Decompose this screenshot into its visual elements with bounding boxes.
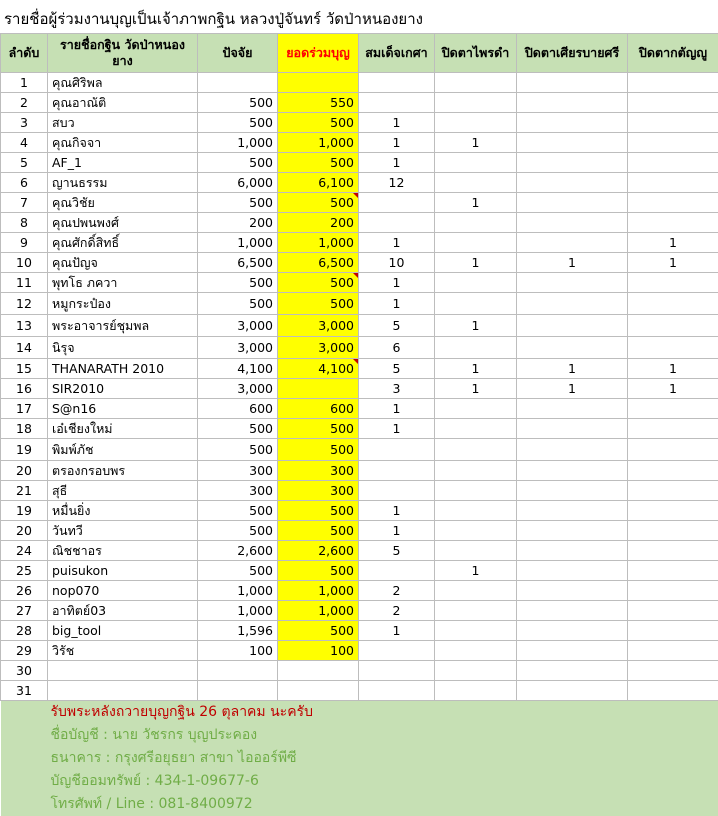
cell-total[interactable]: 1,000 — [278, 233, 359, 253]
cell-pidta-baisri[interactable] — [517, 601, 628, 621]
cell-pidta-katanyu[interactable] — [628, 337, 718, 359]
footer-phone[interactable]: โทรศัพท์ / Line : 081-8400972 — [1, 793, 718, 816]
cell-amount[interactable]: 500 — [198, 439, 278, 461]
footer-account-name[interactable]: ชื่อบัญชี : นาย วัชรกร บุญประคอง — [1, 724, 718, 747]
table-body — [1, 73, 718, 701]
cell-amount[interactable]: 6,500 — [198, 253, 278, 273]
table-row — [1, 173, 718, 193]
cell-order[interactable]: 14 — [1, 337, 48, 359]
cell-order[interactable]: 28 — [1, 621, 48, 641]
cell-pidta-praidam[interactable] — [435, 661, 517, 681]
cell-pidta-katanyu[interactable] — [628, 153, 718, 173]
cell-pidta-praidam[interactable] — [435, 399, 517, 419]
cell-total[interactable]: 2,600 — [278, 541, 359, 561]
cell-name[interactable]: คุณปพนพงศ์ — [48, 213, 198, 233]
cell-somdej[interactable]: 6 — [359, 337, 435, 359]
cell-pidta-praidam[interactable] — [435, 461, 517, 481]
cell-somdej[interactable] — [359, 439, 435, 461]
cell-order[interactable]: 30 — [1, 661, 48, 681]
cell-pidta-baisri[interactable] — [517, 337, 628, 359]
col-header-total[interactable]: ยอดร่วมบุญ — [278, 34, 359, 73]
cell-amount[interactable]: 500 — [198, 501, 278, 521]
cell-name[interactable]: คุณกิจจา — [48, 133, 198, 153]
cell-somdej[interactable]: 1 — [359, 233, 435, 253]
cell-name[interactable]: ญานธรรม — [48, 173, 198, 193]
footer-info — [1, 701, 718, 816]
cell-pidta-katanyu[interactable]: 1 — [628, 253, 718, 273]
cell-total[interactable]: 1,000 — [278, 133, 359, 153]
cell-pidta-praidam[interactable] — [435, 293, 517, 315]
cell-amount[interactable]: 500 — [198, 561, 278, 581]
cell-total[interactable]: 500 — [278, 419, 359, 439]
table-row — [1, 253, 718, 273]
cell-somdej[interactable]: 1 — [359, 521, 435, 541]
cell-name[interactable]: หมื่นยิ่ง — [48, 501, 198, 521]
cell-pidta-katanyu[interactable] — [628, 481, 718, 501]
col-header-name[interactable]: รายชื่อกฐิน วัดป่าหนองยาง — [48, 34, 198, 73]
cell-name[interactable]: สบว — [48, 113, 198, 133]
cell-pidta-baisri[interactable] — [517, 419, 628, 439]
cell-amount[interactable]: 500 — [198, 153, 278, 173]
cell-total[interactable]: 1,000 — [278, 581, 359, 601]
table-row — [1, 541, 718, 561]
cell-name[interactable]: คุณอาณัติ — [48, 93, 198, 113]
table-row — [1, 273, 718, 293]
cell-pidta-baisri[interactable] — [517, 153, 628, 173]
footer-account-number[interactable]: บัญชีออมทรัพย์ : 434-1-09677-6 — [1, 770, 718, 793]
cell-total[interactable]: 6,500 — [278, 253, 359, 273]
cell-pidta-baisri[interactable] — [517, 641, 628, 661]
cell-order[interactable]: 25 — [1, 561, 48, 581]
table-row — [1, 133, 718, 153]
cell-total[interactable] — [278, 73, 359, 93]
cell-pidta-katanyu[interactable] — [628, 621, 718, 641]
cell-amount[interactable]: 1,000 — [198, 133, 278, 153]
cell-amount[interactable] — [198, 73, 278, 93]
table-row — [1, 153, 718, 173]
cell-pidta-praidam[interactable] — [435, 541, 517, 561]
table-row — [1, 501, 718, 521]
cell-name[interactable]: พระอาจารย์ชุมพล — [48, 315, 198, 337]
cell-pidta-praidam[interactable] — [435, 337, 517, 359]
cell-order[interactable]: 3 — [1, 113, 48, 133]
cell-pidta-baisri[interactable] — [517, 133, 628, 153]
cell-total[interactable]: 100 — [278, 641, 359, 661]
cell-name[interactable]: วิรัช — [48, 641, 198, 661]
cell-pidta-katanyu[interactable] — [628, 113, 718, 133]
cell-total[interactable]: 3,000 — [278, 315, 359, 337]
cell-amount[interactable]: 1,596 — [198, 621, 278, 641]
cell-total[interactable]: 300 — [278, 461, 359, 481]
cell-order[interactable]: 17 — [1, 399, 48, 419]
cell-order[interactable]: 21 — [1, 481, 48, 501]
cell-order[interactable]: 13 — [1, 315, 48, 337]
cell-pidta-baisri[interactable] — [517, 661, 628, 681]
table-row — [1, 73, 718, 93]
cell-total[interactable]: 500 — [278, 439, 359, 461]
cell-pidta-praidam[interactable] — [435, 73, 517, 93]
cell-order[interactable]: 10 — [1, 253, 48, 273]
cell-order[interactable]: 20 — [1, 521, 48, 541]
table-row — [1, 461, 718, 481]
cell-pidta-katanyu[interactable]: 1 — [628, 379, 718, 399]
cell-name[interactable]: SIR2010 — [48, 379, 198, 399]
cell-total[interactable] — [278, 681, 359, 701]
table-row — [1, 521, 718, 541]
cell-somdej[interactable]: 1 — [359, 293, 435, 315]
table-row — [1, 561, 718, 581]
cell-total[interactable]: 500 — [278, 153, 359, 173]
cell-amount[interactable]: 500 — [198, 273, 278, 293]
cell-amount[interactable]: 1,000 — [198, 233, 278, 253]
cell-somdej[interactable]: 1 — [359, 133, 435, 153]
cell-pidta-katanyu[interactable] — [628, 461, 718, 481]
cell-total[interactable]: 500 — [278, 273, 359, 293]
cell-pidta-baisri[interactable] — [517, 439, 628, 461]
cell-order[interactable]: 16 — [1, 379, 48, 399]
cell-name[interactable]: พิมพ์ภัช — [48, 439, 198, 461]
cell-total[interactable]: 200 — [278, 213, 359, 233]
cell-total[interactable]: 600 — [278, 399, 359, 419]
cell-pidta-katanyu[interactable] — [628, 661, 718, 681]
cell-amount[interactable]: 100 — [198, 641, 278, 661]
cell-somdej[interactable]: 3 — [359, 379, 435, 399]
cell-name[interactable]: หมูกระป๋อง — [48, 293, 198, 315]
col-header-somdej[interactable]: สมเด็จเกศา — [359, 34, 435, 73]
cell-total[interactable]: 500 — [278, 193, 359, 213]
cell-pidta-baisri[interactable] — [517, 399, 628, 419]
cell-pidta-praidam[interactable] — [435, 273, 517, 293]
cell-total[interactable] — [278, 661, 359, 681]
table-row — [1, 621, 718, 641]
cell-order[interactable]: 6 — [1, 173, 48, 193]
cell-somdej[interactable]: 2 — [359, 581, 435, 601]
cell-somdej[interactable]: 5 — [359, 359, 435, 379]
cell-pidta-baisri[interactable] — [517, 501, 628, 521]
cell-name[interactable]: คุณวิชัย — [48, 193, 198, 213]
cell-pidta-katanyu[interactable] — [628, 681, 718, 701]
cell-amount[interactable]: 500 — [198, 93, 278, 113]
cell-name[interactable]: puisukon — [48, 561, 198, 581]
cell-amount[interactable]: 3,000 — [198, 315, 278, 337]
cell-amount[interactable]: 3,000 — [198, 337, 278, 359]
cell-order[interactable]: 7 — [1, 193, 48, 213]
cell-total[interactable]: 6,100 — [278, 173, 359, 193]
cell-pidta-katanyu[interactable] — [628, 293, 718, 315]
cell-amount[interactable]: 500 — [198, 193, 278, 213]
cell-pidta-praidam[interactable] — [435, 641, 517, 661]
col-header-order[interactable]: ลำดับ — [1, 34, 48, 73]
cell-pidta-katanyu[interactable] — [628, 501, 718, 521]
footer-bank[interactable]: ธนาคาร : กรุงศรีอยุธยา สาขา ไอออร์พีซี — [1, 747, 718, 770]
cell-pidta-katanyu[interactable] — [628, 439, 718, 461]
cell-somdej[interactable]: 1 — [359, 273, 435, 293]
cell-somdej[interactable]: 1 — [359, 399, 435, 419]
cell-pidta-katanyu[interactable] — [628, 521, 718, 541]
cell-order[interactable]: 18 — [1, 419, 48, 439]
cell-somdej[interactable] — [359, 461, 435, 481]
cell-pidta-katanyu[interactable]: 1 — [628, 359, 718, 379]
cell-total[interactable]: 3,000 — [278, 337, 359, 359]
table-row — [1, 193, 718, 213]
cell-pidta-praidam[interactable]: 1 — [435, 359, 517, 379]
cell-pidta-praidam[interactable] — [435, 113, 517, 133]
table-row — [1, 601, 718, 621]
table-row — [1, 379, 718, 399]
cell-pidta-praidam[interactable]: 1 — [435, 133, 517, 153]
table-row — [1, 661, 718, 681]
cell-pidta-katanyu[interactable] — [628, 315, 718, 337]
cell-order[interactable]: 9 — [1, 233, 48, 253]
cell-total[interactable]: 500 — [278, 621, 359, 641]
col-header-pidta-katanyu[interactable]: ปิดตากตัญญู — [628, 34, 718, 73]
table-row — [1, 481, 718, 501]
cell-order[interactable]: 2 — [1, 93, 48, 113]
cell-amount[interactable]: 300 — [198, 461, 278, 481]
cell-pidta-katanyu[interactable] — [628, 93, 718, 113]
donor-table — [0, 33, 718, 816]
cell-pidta-praidam[interactable] — [435, 481, 517, 501]
cell-pidta-baisri[interactable]: 1 — [517, 379, 628, 399]
cell-total[interactable]: 500 — [278, 113, 359, 133]
cell-pidta-praidam[interactable] — [435, 521, 517, 541]
cell-pidta-katanyu[interactable] — [628, 173, 718, 193]
cell-pidta-praidam[interactable] — [435, 601, 517, 621]
cell-somdej[interactable]: 12 — [359, 173, 435, 193]
cell-pidta-praidam[interactable] — [435, 439, 517, 461]
cell-pidta-praidam[interactable]: 1 — [435, 315, 517, 337]
cell-pidta-baisri[interactable] — [517, 173, 628, 193]
cell-pidta-katanyu[interactable] — [628, 641, 718, 661]
cell-pidta-baisri[interactable] — [517, 113, 628, 133]
cell-somdej[interactable]: 10 — [359, 253, 435, 273]
cell-order[interactable]: 24 — [1, 541, 48, 561]
cell-somdej[interactable]: 5 — [359, 541, 435, 561]
cell-pidta-baisri[interactable] — [517, 561, 628, 581]
cell-pidta-baisri[interactable] — [517, 621, 628, 641]
cell-name[interactable]: nop070 — [48, 581, 198, 601]
table-row — [1, 399, 718, 419]
cell-amount[interactable]: 500 — [198, 113, 278, 133]
cell-somdej[interactable]: 5 — [359, 315, 435, 337]
cell-pidta-baisri[interactable]: 1 — [517, 253, 628, 273]
cell-pidta-baisri[interactable]: 1 — [517, 359, 628, 379]
cell-name[interactable]: วันทวี — [48, 521, 198, 541]
cell-pidta-katanyu[interactable] — [628, 561, 718, 581]
cell-order[interactable]: 19 — [1, 439, 48, 461]
cell-total[interactable]: 500 — [278, 561, 359, 581]
cell-name[interactable]: เอ๋เชียงใหม่ — [48, 419, 198, 439]
table-row — [1, 213, 718, 233]
col-header-amount[interactable]: ปัจจัย — [198, 34, 278, 73]
cell-pidta-praidam[interactable]: 1 — [435, 561, 517, 581]
cell-name[interactable]: นิรุจ — [48, 337, 198, 359]
cell-pidta-baisri[interactable] — [517, 461, 628, 481]
cell-somdej[interactable]: 1 — [359, 113, 435, 133]
table-row — [1, 93, 718, 113]
cell-somdej[interactable] — [359, 193, 435, 213]
cell-amount[interactable]: 600 — [198, 399, 278, 419]
table-row — [1, 337, 718, 359]
cell-order[interactable]: 12 — [1, 293, 48, 315]
cell-order[interactable]: 1 — [1, 73, 48, 93]
cell-somdej[interactable]: 1 — [359, 501, 435, 521]
cell-total[interactable]: 500 — [278, 521, 359, 541]
cell-somdej[interactable] — [359, 481, 435, 501]
cell-somdej[interactable] — [359, 561, 435, 581]
cell-pidta-praidam[interactable] — [435, 419, 517, 439]
cell-pidta-praidam[interactable] — [435, 233, 517, 253]
cell-name[interactable]: คุณศิริพล — [48, 73, 198, 93]
cell-pidta-baisri[interactable] — [517, 213, 628, 233]
cell-total[interactable]: 500 — [278, 293, 359, 315]
col-header-pidta-praidam[interactable]: ปิดตาไพรดำ — [435, 34, 517, 73]
cell-pidta-katanyu[interactable]: 1 — [628, 233, 718, 253]
cell-name[interactable]: พุทโธ ภควา — [48, 273, 198, 293]
table-row — [1, 581, 718, 601]
cell-order[interactable]: 5 — [1, 153, 48, 173]
col-header-pidta-baisri[interactable]: ปิดตาเศียรบายศรี — [517, 34, 628, 73]
table-row — [1, 681, 718, 701]
cell-total[interactable]: 4,100 — [278, 359, 359, 379]
cell-somdej[interactable] — [359, 73, 435, 93]
cell-name[interactable]: สุธี — [48, 481, 198, 501]
cell-somdej[interactable]: 1 — [359, 621, 435, 641]
cell-pidta-katanyu[interactable] — [628, 273, 718, 293]
cell-pidta-praidam[interactable] — [435, 501, 517, 521]
cell-order[interactable]: 8 — [1, 213, 48, 233]
cell-pidta-baisri[interactable] — [517, 73, 628, 93]
cell-somdej[interactable] — [359, 213, 435, 233]
cell-amount[interactable]: 200 — [198, 213, 278, 233]
cell-name[interactable]: คุณปัญจ — [48, 253, 198, 273]
cell-pidta-katanyu[interactable] — [628, 73, 718, 93]
table-row — [1, 641, 718, 661]
table-row — [1, 439, 718, 461]
cell-pidta-praidam[interactable] — [435, 581, 517, 601]
cell-somdej[interactable] — [359, 661, 435, 681]
cell-total[interactable]: 550 — [278, 93, 359, 113]
cell-total[interactable]: 300 — [278, 481, 359, 501]
table-row — [1, 315, 718, 337]
cell-somdej[interactable]: 1 — [359, 153, 435, 173]
cell-somdej[interactable]: 1 — [359, 419, 435, 439]
cell-pidta-praidam[interactable]: 1 — [435, 253, 517, 273]
cell-pidta-praidam[interactable]: 1 — [435, 193, 517, 213]
cell-amount[interactable]: 500 — [198, 293, 278, 315]
footer-notice[interactable]: รับพระหลังถวายบุญกฐิน 26 ตุลาคม นะครับ — [1, 701, 718, 725]
cell-pidta-katanyu[interactable] — [628, 581, 718, 601]
cell-pidta-katanyu[interactable] — [628, 399, 718, 419]
cell-total[interactable]: 1,000 — [278, 601, 359, 621]
cell-name[interactable]: อาทิตย์03 — [48, 601, 198, 621]
cell-amount[interactable] — [198, 661, 278, 681]
cell-amount[interactable]: 2,600 — [198, 541, 278, 561]
sheet-title: รายชื่อผู้ร่วมงานบุญเป็นเจ้าภาพกฐิน หลวงปู่จันทร์ วัดป่าหนองยาง — [4, 7, 423, 31]
cell-amount[interactable] — [198, 681, 278, 701]
cell-pidta-praidam[interactable] — [435, 173, 517, 193]
cell-name[interactable]: ณิชชาอร — [48, 541, 198, 561]
cell-pidta-praidam[interactable] — [435, 93, 517, 113]
cell-somdej[interactable]: 2 — [359, 601, 435, 621]
cell-order[interactable]: 31 — [1, 681, 48, 701]
cell-name[interactable]: THANARATH 2010 — [48, 359, 198, 379]
cell-total[interactable]: 500 — [278, 501, 359, 521]
header-row — [1, 34, 718, 73]
cell-pidta-baisri[interactable] — [517, 581, 628, 601]
cell-somdej[interactable] — [359, 681, 435, 701]
cell-pidta-baisri[interactable] — [517, 481, 628, 501]
cell-order[interactable]: 26 — [1, 581, 48, 601]
cell-name[interactable] — [48, 681, 198, 701]
cell-order[interactable]: 20 — [1, 461, 48, 481]
cell-pidta-praidam[interactable] — [435, 153, 517, 173]
cell-pidta-katanyu[interactable] — [628, 541, 718, 561]
cell-somdej[interactable] — [359, 93, 435, 113]
cell-pidta-praidam[interactable]: 1 — [435, 379, 517, 399]
cell-pidta-praidam[interactable] — [435, 681, 517, 701]
cell-total[interactable] — [278, 379, 359, 399]
cell-name[interactable] — [48, 661, 198, 681]
cell-amount[interactable]: 1,000 — [198, 601, 278, 621]
cell-pidta-baisri[interactable] — [517, 315, 628, 337]
cell-name[interactable]: AF_1 — [48, 153, 198, 173]
cell-pidta-katanyu[interactable] — [628, 419, 718, 439]
cell-order[interactable]: 15 — [1, 359, 48, 379]
cell-amount[interactable]: 6,000 — [198, 173, 278, 193]
cell-pidta-baisri[interactable] — [517, 521, 628, 541]
cell-pidta-baisri[interactable] — [517, 93, 628, 113]
cell-pidta-praidam[interactable] — [435, 621, 517, 641]
cell-order[interactable]: 4 — [1, 133, 48, 153]
cell-name[interactable]: ตรองกรอบพร — [48, 461, 198, 481]
cell-pidta-katanyu[interactable] — [628, 213, 718, 233]
cell-pidta-katanyu[interactable] — [628, 133, 718, 153]
cell-name[interactable]: S@n16 — [48, 399, 198, 419]
cell-pidta-baisri[interactable] — [517, 273, 628, 293]
cell-somdej[interactable] — [359, 641, 435, 661]
cell-name[interactable]: big_tool — [48, 621, 198, 641]
cell-amount[interactable]: 500 — [198, 521, 278, 541]
cell-pidta-baisri[interactable] — [517, 233, 628, 253]
cell-amount[interactable]: 4,100 — [198, 359, 278, 379]
cell-amount[interactable]: 1,000 — [198, 581, 278, 601]
cell-pidta-baisri[interactable] — [517, 293, 628, 315]
cell-pidta-baisri[interactable] — [517, 193, 628, 213]
cell-pidta-baisri[interactable] — [517, 681, 628, 701]
table-row — [1, 233, 718, 253]
table-row — [1, 293, 718, 315]
cell-amount[interactable]: 3,000 — [198, 379, 278, 399]
cell-pidta-katanyu[interactable] — [628, 601, 718, 621]
cell-name[interactable]: คุณศักดิ์สิทธิ์ — [48, 233, 198, 253]
cell-order[interactable]: 11 — [1, 273, 48, 293]
cell-pidta-katanyu[interactable] — [628, 193, 718, 213]
cell-order[interactable]: 29 — [1, 641, 48, 661]
cell-pidta-baisri[interactable] — [517, 541, 628, 561]
cell-amount[interactable]: 300 — [198, 481, 278, 501]
cell-order[interactable]: 19 — [1, 501, 48, 521]
table-row — [1, 419, 718, 439]
table-row — [1, 113, 718, 133]
cell-order[interactable]: 27 — [1, 601, 48, 621]
cell-amount[interactable]: 500 — [198, 419, 278, 439]
table-row — [1, 359, 718, 379]
cell-pidta-praidam[interactable] — [435, 213, 517, 233]
